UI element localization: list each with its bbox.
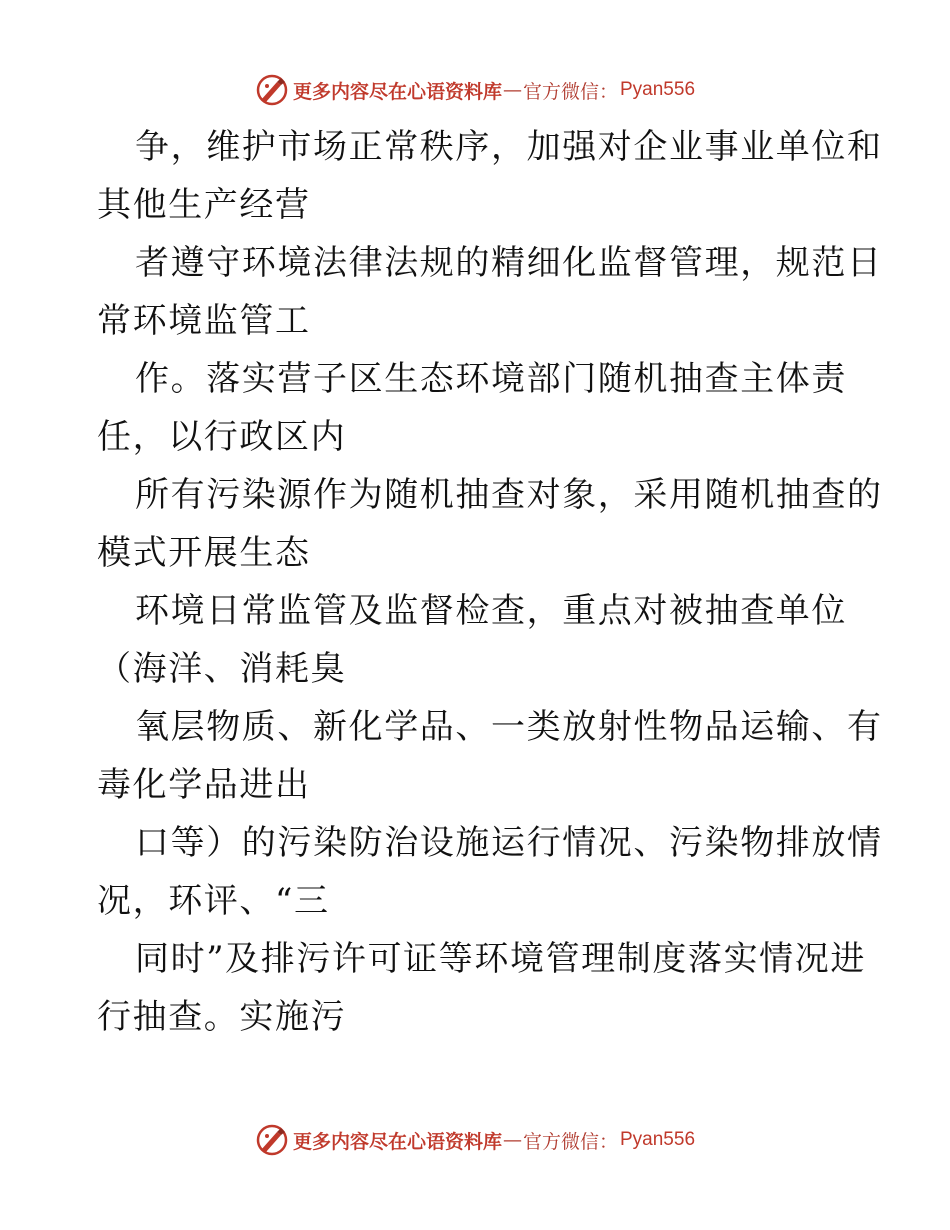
pen-logo-icon	[255, 73, 289, 107]
banner-dash: —	[502, 79, 522, 101]
banner-dash: —	[502, 1129, 522, 1151]
text-line: 环境日常监管及监督检查，重点对被抽查单位	[135, 591, 847, 631]
document-body	[97, 118, 883, 1046]
text-line: 行抽查。实施污	[97, 997, 347, 1037]
footer-banner	[0, 1120, 950, 1160]
banner-brand-text: 更多内容尽在心语资料库	[292, 1130, 502, 1153]
banner-brand-text: 更多内容尽在心语资料库	[292, 80, 502, 103]
text-line: 其他生产经营	[97, 185, 311, 225]
text-line: 所有污染源作为随机抽查对象，采用随机抽查的	[135, 475, 883, 515]
text-line: 氧层物质、新化学品、一类放射性物品运输、有	[135, 707, 883, 747]
banner-wechat-label: 官方微信：	[522, 80, 618, 103]
text-line: 任，以行政区内	[97, 417, 347, 457]
text-line: 模式开展生态	[97, 533, 311, 573]
text-line: 作。落实营子区生态环境部门随机抽查主体责	[135, 359, 847, 399]
text-line: 争，维护市场正常秩序，加强对企业事业单位和	[135, 127, 883, 167]
text-line: 者遵守环境法律法规的精细化监督管理，规范日	[135, 243, 883, 283]
text-line: 口等）的污染防治设施运行情况、污染物排放情	[135, 823, 883, 863]
text-line: 况，环评、“三	[97, 881, 330, 921]
banner-wechat-id: Pyan556	[620, 79, 696, 100]
banner-wechat-id: Pyan556	[620, 1129, 696, 1150]
text-line: 毒化学品进出	[97, 765, 311, 805]
text-line: 常环境监管工	[97, 301, 311, 341]
text-line: （海洋、消耗臭	[97, 649, 347, 689]
pen-logo-icon	[255, 1123, 289, 1157]
header-banner	[0, 70, 950, 110]
banner-wechat-label: 官方微信：	[522, 1130, 618, 1153]
text-line: 同时”及排污许可证等环境管理制度落实情况进	[135, 939, 866, 979]
